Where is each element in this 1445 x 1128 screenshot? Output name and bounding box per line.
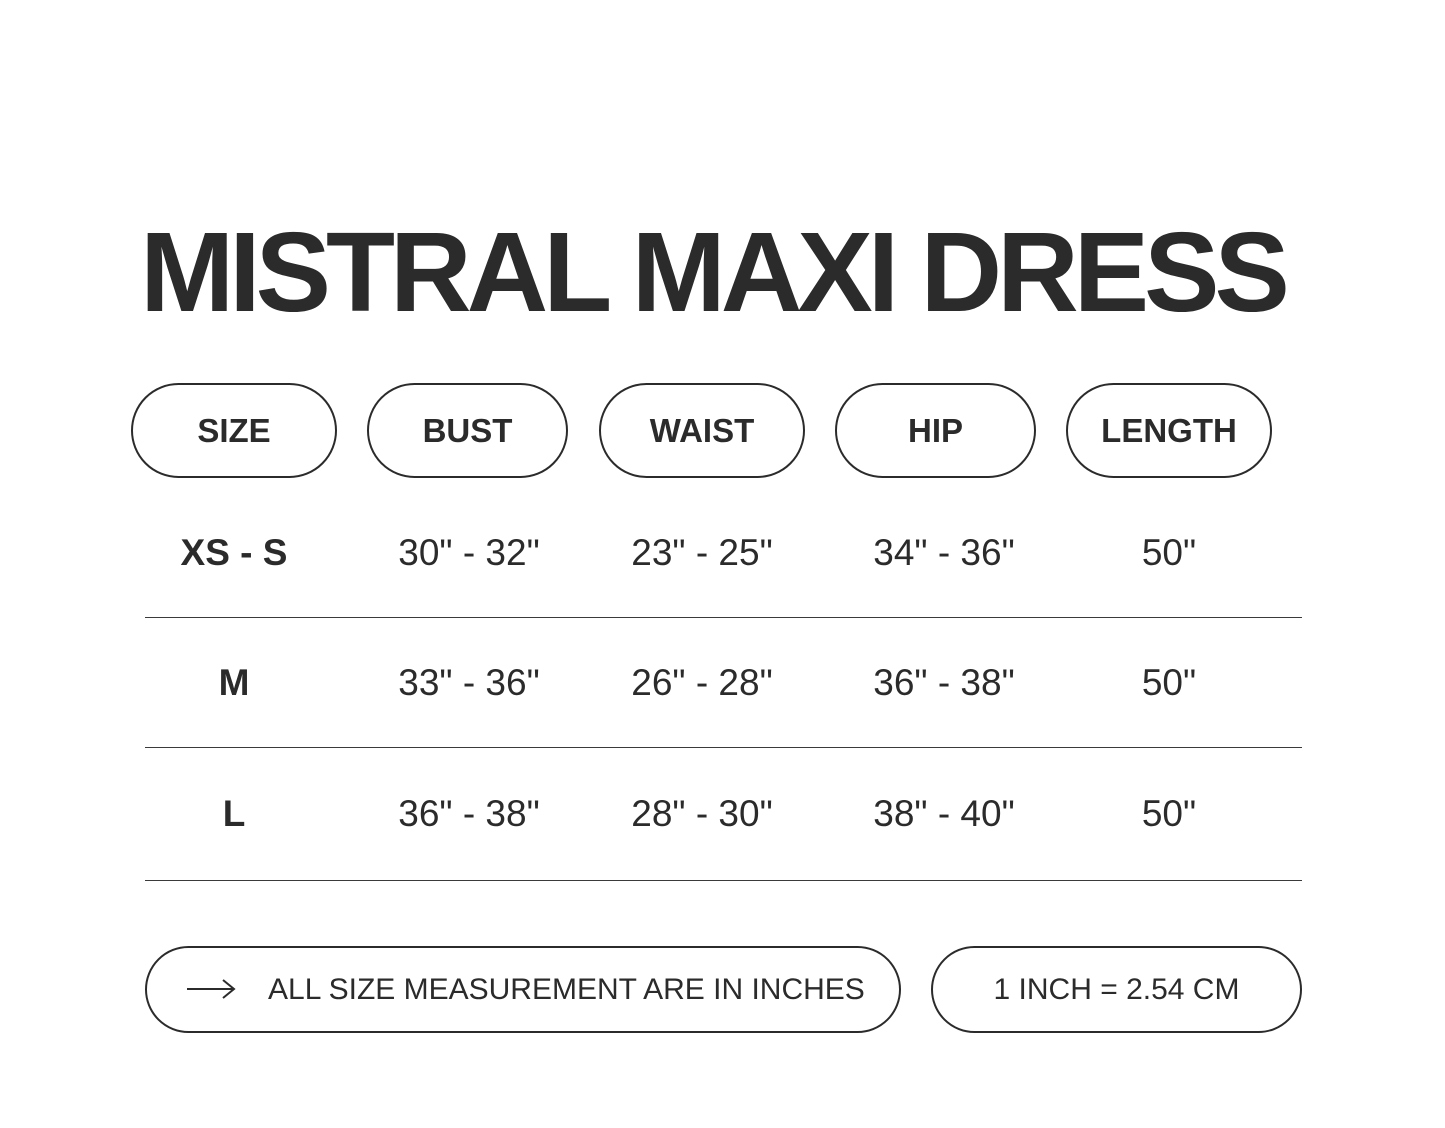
waist-cell: 23" - 25" [631, 532, 773, 573]
page-title: MISTRAL MAXI DRESS [140, 209, 1285, 335]
size-cell: L [222, 793, 246, 834]
row-divider [145, 617, 1302, 618]
size-cell: XS - S [180, 532, 288, 573]
units-note-text: ALL SIZE MEASUREMENT ARE IN INCHES [268, 973, 865, 1006]
size-cell: M [218, 662, 250, 703]
bust-cell: 30" - 32" [398, 532, 540, 573]
length-cell: 50" [1141, 793, 1197, 834]
header-size: SIZE [131, 383, 337, 478]
hip-cell: 34" - 36" [873, 532, 1015, 573]
right-arrow-icon [185, 974, 237, 1004]
header-length: LENGTH [1066, 383, 1272, 478]
hip-cell: 38" - 40" [873, 793, 1015, 834]
row-divider [145, 747, 1302, 748]
row-divider [145, 880, 1302, 881]
bust-cell: 33" - 36" [398, 662, 540, 703]
hip-cell: 36" - 38" [873, 662, 1015, 703]
header-waist: WAIST [599, 383, 805, 478]
conversion-note: 1 INCH = 2.54 CM [931, 946, 1302, 1033]
length-cell: 50" [1141, 532, 1197, 573]
waist-cell: 26" - 28" [631, 662, 773, 703]
bust-cell: 36" - 38" [398, 793, 540, 834]
header-hip: HIP [835, 383, 1036, 478]
units-note [145, 946, 901, 1033]
waist-cell: 28" - 30" [631, 793, 773, 834]
length-cell: 50" [1141, 662, 1197, 703]
header-bust: BUST [367, 383, 568, 478]
